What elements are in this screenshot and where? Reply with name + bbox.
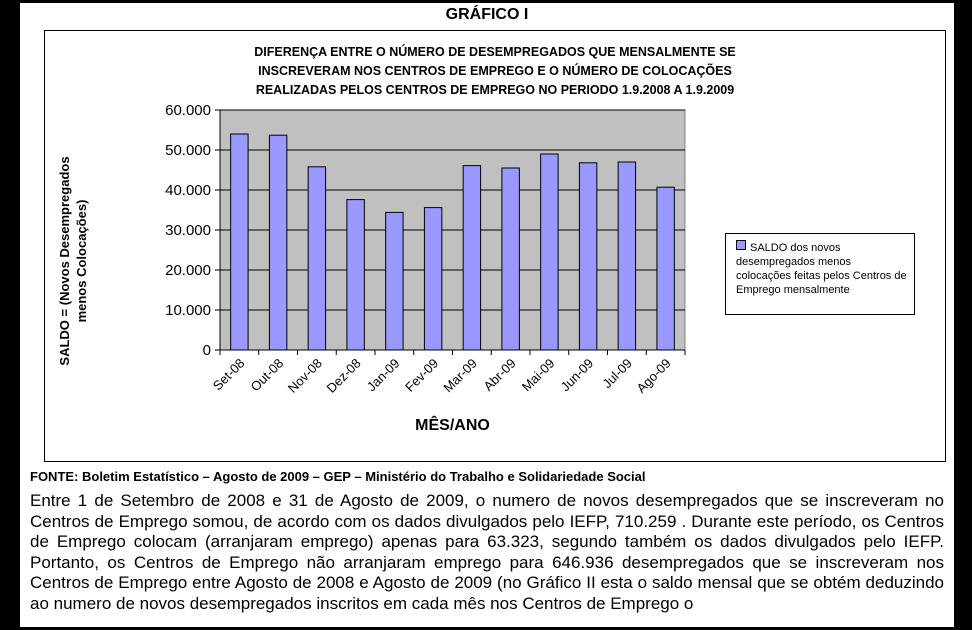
y-tick-label: 40.000 <box>165 182 211 199</box>
legend <box>725 233 915 315</box>
chart-title-line: INSCREVERAM NOS CENTROS DE EMPREGO E O NÚMERO DE COLOCAÇÕES <box>258 64 732 78</box>
y-axis-label: SALDO = (Novos Desempregados menos Colocações) <box>57 156 89 366</box>
y-tick-label: 30.000 <box>165 222 211 239</box>
bar <box>386 212 403 350</box>
y-tick-label: 50.000 <box>165 142 211 159</box>
chart-title-line: DIFERENÇA ENTRE O NÚMERO DE DESEMPREGADOS QUE MENSALMENTE SE <box>254 45 736 59</box>
x-tick-label: Mai-09 <box>518 355 558 395</box>
x-tick-label: Out-08 <box>247 355 287 395</box>
x-tick-label: Fev-09 <box>402 355 442 395</box>
x-axis-label: MÊS/ANO <box>415 417 490 434</box>
right-border <box>954 0 972 630</box>
bar <box>579 163 596 350</box>
body-paragraph: Entre 1 de Setembro de 2008 e 31 de Agosto de 2009, o numero de novos desempregados que se inscreveram no Centros de Emprego somou, de acordo com os dados divulgados pelo IEFP, 710.259 . Durante este período, os Centros de Emprego colocam (arranjaram emprego) apenas para 63.323, segundo também os dados divulgados pelo IEFP. Portanto, os Centros de Emprego não arranjaram emprego para 646.936 desempregados que se inscreveram nos Centros de Emprego entre Agosto de 2008 e Agosto de 2009 (no Gráfico II esta o saldo mensal que se obtém deduzindo ao numero de novos desempregados inscritos em cada mês nos Centros de Emprego o <box>30 491 944 613</box>
y-tick-label: 0 <box>202 342 211 359</box>
y-tick-label: 20.000 <box>165 262 211 279</box>
x-tick-label: Ago-09 <box>633 355 674 396</box>
legend-swatch <box>736 240 746 250</box>
bar <box>308 167 325 350</box>
bar <box>269 135 286 350</box>
legend-label: SALDO dos novos desempregados menos colocações feitas pelos Centros de Emprego mensalmente <box>736 242 907 296</box>
bar <box>618 162 635 350</box>
bar <box>541 154 558 350</box>
y-tick-label: 10.000 <box>165 302 211 319</box>
x-tick-label: Abr-09 <box>480 355 519 394</box>
bar <box>463 166 480 350</box>
x-tick-label: Nov-08 <box>284 355 325 396</box>
chart-title-line: REALIZADAS PELOS CENTROS DE EMPREGO NO PERIODO 1.9.2008 A 1.9.2009 <box>255 83 735 97</box>
x-tick-label: Jul-09 <box>599 355 635 392</box>
x-tick-label: Jan-09 <box>363 355 403 395</box>
bar <box>231 134 248 350</box>
top-border <box>0 0 972 3</box>
bar <box>347 200 364 350</box>
x-tick-label: Set-08 <box>209 355 248 394</box>
y-tick-label: 60.000 <box>165 102 211 119</box>
bar <box>424 208 441 350</box>
left-border <box>0 0 20 630</box>
source-note: FONTE: Boletim Estatístico – Agosto de 2009 – GEP – Ministério do Trabalho e Solidariedade Social <box>30 469 646 484</box>
bar <box>502 168 519 350</box>
x-tick-label: Dez-08 <box>323 355 364 396</box>
chart-container <box>44 30 946 462</box>
x-tick-label: Mar-09 <box>440 355 480 396</box>
bar <box>657 187 674 350</box>
x-tick-label: Jun-09 <box>557 355 597 395</box>
figure-title: GRÁFICO I <box>445 6 529 23</box>
